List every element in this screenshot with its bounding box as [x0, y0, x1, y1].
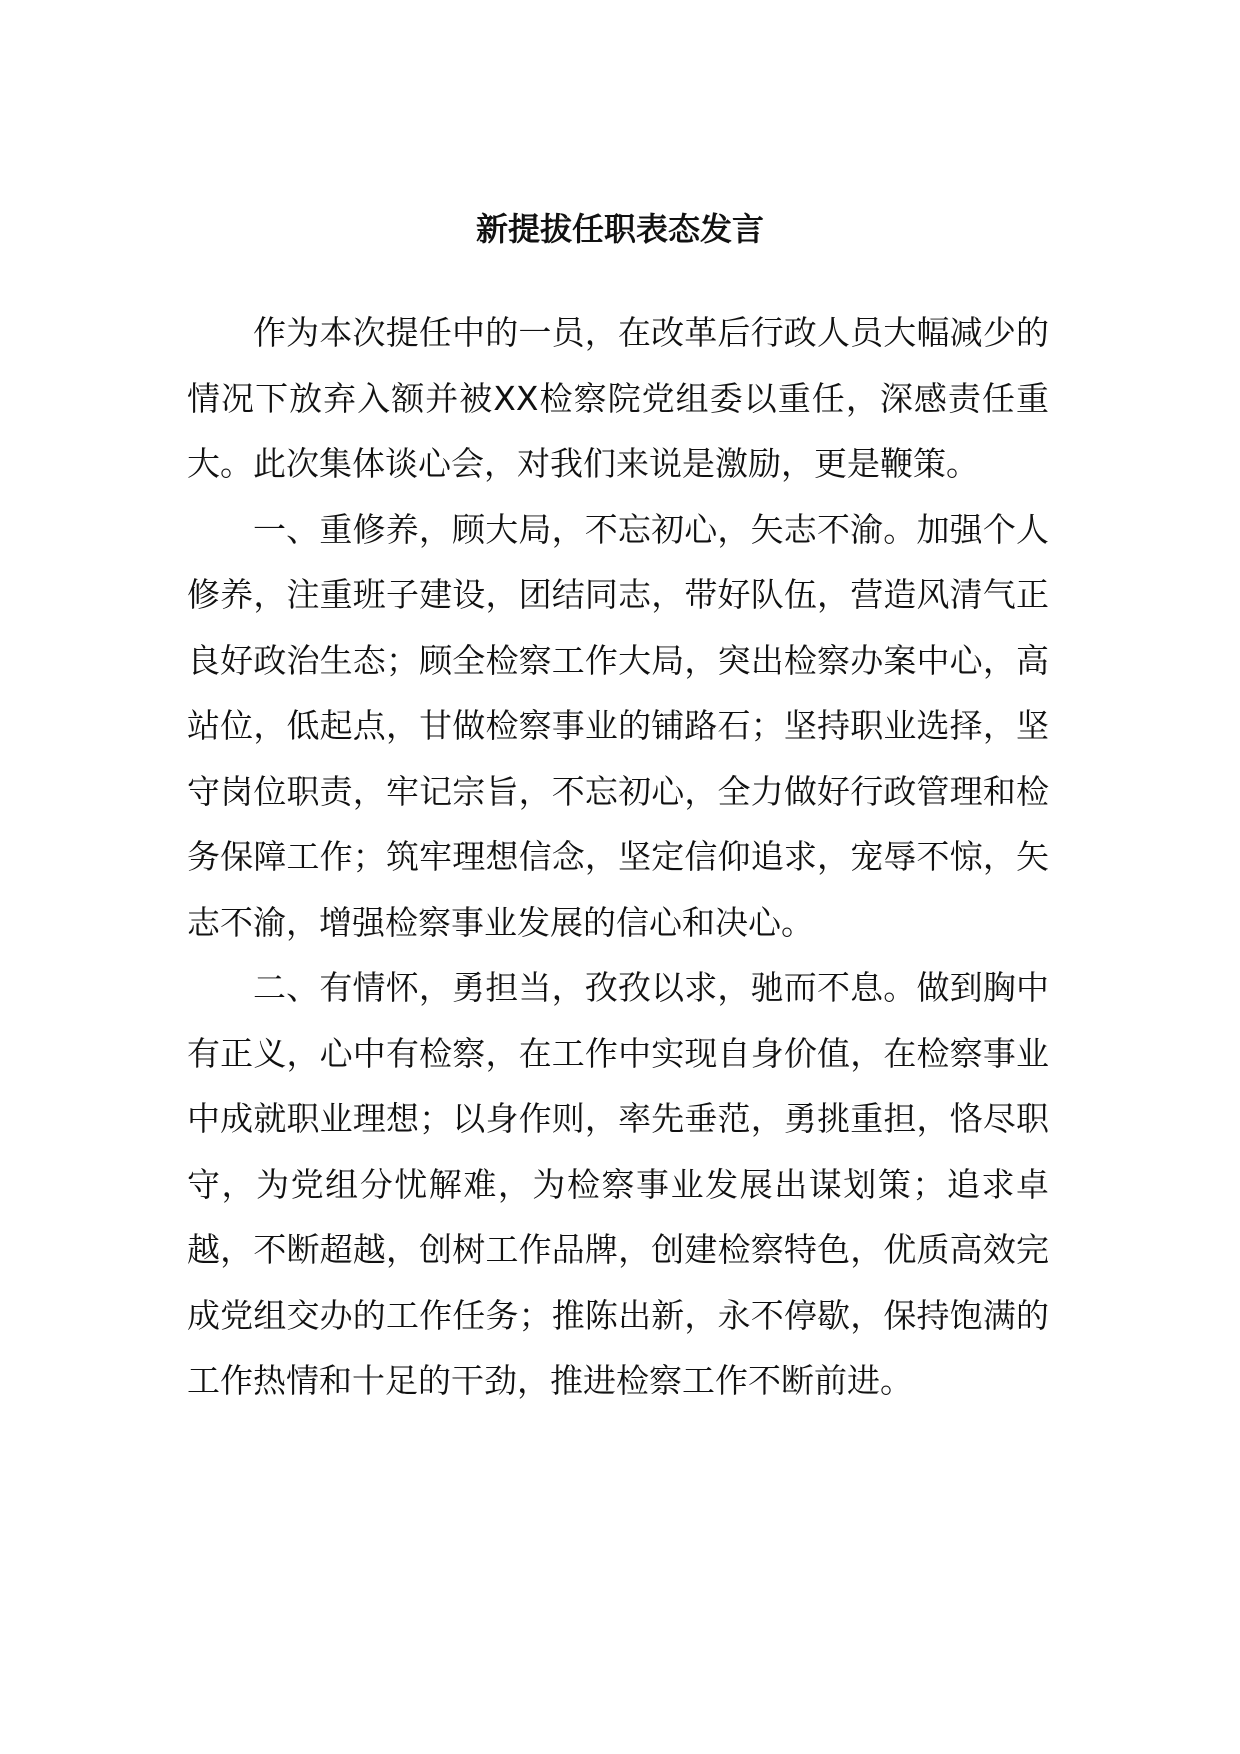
paragraph-intro: 作为本次提任中的一员，在改革后行政人员大幅减少的情况下放弃入额并被XX检察院党组委以重任，深感责任重大。此次集体谈心会，对我们来说是激励，更是鞭策。: [187, 313, 1049, 483]
paragraph-point-two: 二、有情怀，勇担当，孜孜以求，驰而不息。做到胸中有正义，心中有检察，在工作中实现自身价值，在检察事业中成就职业理想；以身作则，率先垂范，勇挑重担，恪尽职守，为党组分忧解难，为检察事业发展出谋划策；追求卓越，不断超越，创树工作品牌，创建检察特色，优质高效完成党组交办的工作任务；推陈出新，永不停歇，保持饱满的工作热情和十足的干劲，推进检察工作不断前进。: [187, 968, 1049, 1400]
document-body: [187, 300, 1049, 1414]
document-title: 新提拔任职表态发言: [475, 210, 764, 248]
paragraph-point-one: 一、重修养，顾大局，不忘初心，矢志不渝。加强个人修养，注重班子建设，团结同志，带好队伍，营造风清气正良好政治生态；顾全检察工作大局，突出检察办案中心，高站位，低起点，甘做检察事业的铺路石；坚持职业选择，坚守岗位职责，牢记宗旨，不忘初心，全力做好行政管理和检务保障工作；筑牢理想信念，坚定信仰追求，宠辱不惊，矢志不渝，增强检察事业发展的信心和决心。: [187, 509, 1049, 942]
